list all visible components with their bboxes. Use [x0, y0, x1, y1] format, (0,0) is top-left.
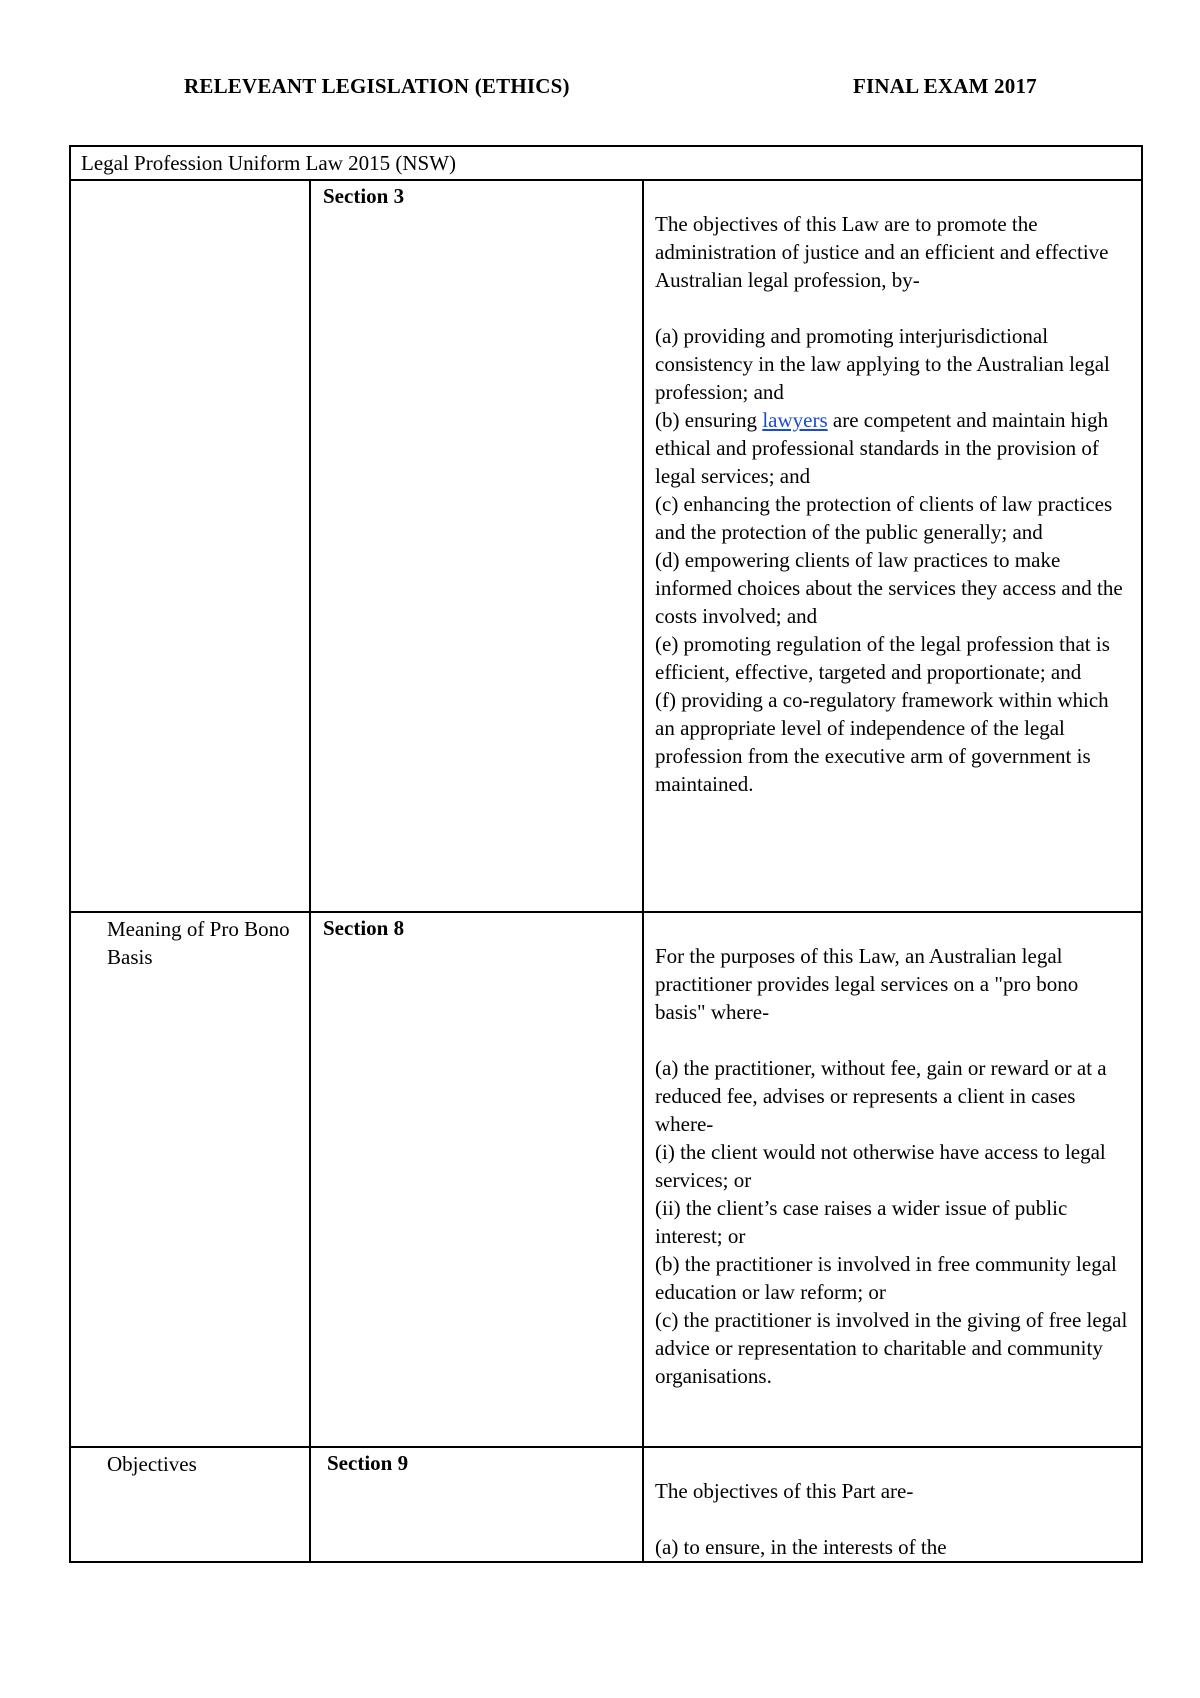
item-b-prefix: (b) ensuring: [655, 408, 763, 432]
table-row: [70, 1447, 1142, 1562]
section-label: Section 8: [323, 916, 405, 940]
section-label: Section 3: [323, 184, 405, 208]
legislation-table: [69, 145, 1143, 1563]
intro-text: For the purposes of this Law, an Australian legal practitioner provides legal services on a "pro bono basis" where-: [655, 944, 1079, 1024]
text-cell: [643, 912, 1142, 1447]
text-cell: [643, 180, 1142, 912]
topic-label: Objectives: [107, 1452, 197, 1476]
item-c: (c) enhancing the protection of clients of law practices and the protection of the public generally; and: [655, 492, 1113, 544]
section-cell: [310, 1447, 643, 1562]
law-title-row: [70, 146, 1142, 180]
law-title: Legal Profession Uniform Law 2015 (NSW): [70, 146, 1142, 180]
lawyers-link[interactable]: lawyers: [762, 408, 828, 432]
item-i: (i) the client would not otherwise have access to legal services; or: [655, 1140, 1106, 1192]
table-row: [70, 912, 1142, 1447]
topic-cell: [70, 1447, 310, 1562]
intro-text: The objectives of this Part are-: [655, 1479, 914, 1503]
item-b: [655, 406, 1133, 490]
item-a: (a) the practitioner, without fee, gain or reward or at a reduced fee, advises or represents a client in cases where-: [655, 1056, 1107, 1136]
item-a: (a) to ensure, in the interests of the: [655, 1535, 947, 1559]
item-a: (a) providing and promoting interjurisdictional consistency in the law applying to the Australian legal profession; and: [655, 324, 1110, 404]
topic-label: [71, 181, 309, 183]
section-cell: [310, 912, 643, 1447]
section-label: Section 9: [327, 1451, 409, 1475]
table-row: [70, 180, 1142, 912]
item-ii: (ii) the client’s case raises a wider issue of public interest; or: [655, 1196, 1068, 1248]
text-cell: [643, 1447, 1142, 1562]
item-e: (e) promoting regulation of the legal profession that is efficient, effective, targeted and proportionate; and: [655, 632, 1110, 684]
item-d: (d) empowering clients of law practices to make informed choices about the services they access and the costs involved; and: [655, 548, 1123, 628]
item-f: (f) providing a co-regulatory framework within which an appropriate level of independence of the legal profession from the executive arm of government is maintained.: [655, 688, 1109, 796]
section-cell: [310, 180, 643, 912]
topic-label: Meaning of Pro Bono Basis: [107, 917, 290, 969]
topic-cell: [70, 912, 310, 1447]
intro-text: The objectives of this Law are to promote the administration of justice and an efficient and effective Australian legal profession, by-: [655, 212, 1109, 292]
document-title: RELEVEANT LEGISLATION (ETHICS): [184, 74, 570, 98]
exam-label: FINAL EXAM 2017: [853, 74, 1037, 98]
topic-cell: [70, 180, 310, 912]
item-b-suffix: are competent and maintain high ethical and professional standards in the provision of legal services; and: [655, 408, 1109, 488]
item-b: (b) the practitioner is involved in free community legal education or law reform; or: [655, 1252, 1117, 1304]
item-c: (c) the practitioner is involved in the giving of free legal advice or representation to charitable and community organisations.: [655, 1308, 1128, 1388]
